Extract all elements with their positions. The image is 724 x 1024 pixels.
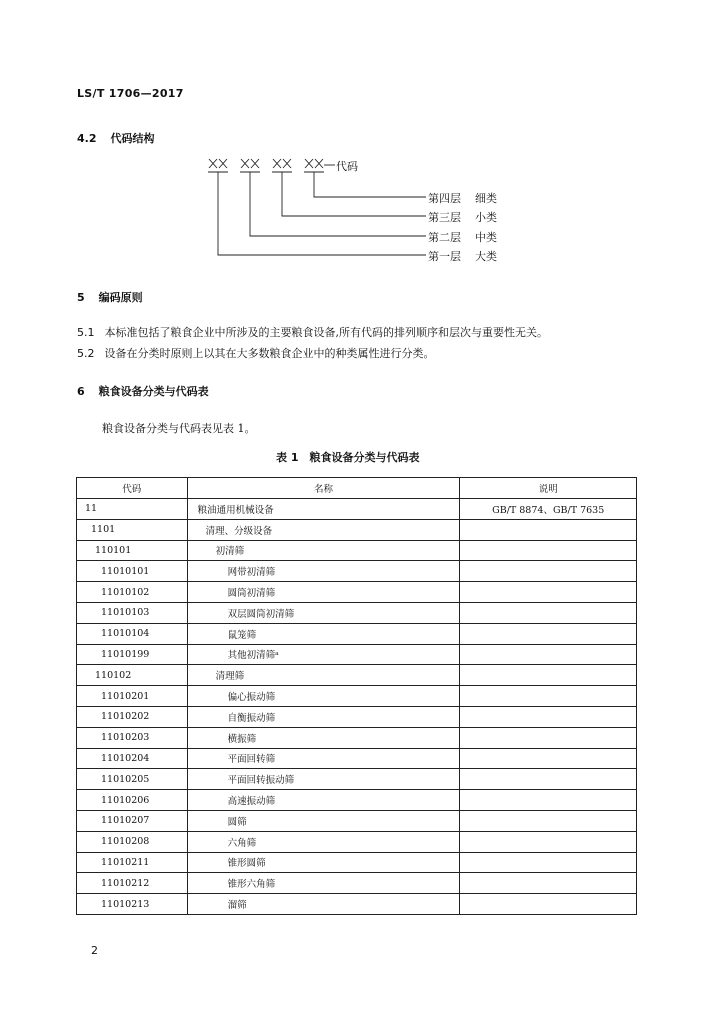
- cell-name: 平面回转筛: [187, 748, 460, 769]
- paragraph-6: 粮食设备分类与代码表见表 1。: [102, 422, 256, 435]
- level-3: 第三层 小类: [428, 211, 497, 224]
- cell-code: 110102: [77, 665, 188, 686]
- cell-code: 1101: [77, 519, 188, 540]
- table-row: [77, 852, 637, 873]
- code-structure-diagram: [0, 0, 724, 280]
- table-row: [77, 790, 637, 811]
- cell-code: 11010206: [77, 790, 188, 811]
- cell-name: 圆筛: [187, 810, 460, 831]
- cell-name: 网带初清筛: [187, 561, 460, 582]
- cell-note: [460, 519, 637, 540]
- cell-name: 清理筛: [187, 665, 460, 686]
- cell-code: 11010201: [77, 686, 188, 707]
- cell-note: [460, 727, 637, 748]
- table-row: [77, 623, 637, 644]
- cell-note: [460, 769, 637, 790]
- cell-code: 11010103: [77, 602, 188, 623]
- cell-note: [460, 561, 637, 582]
- table-row: [77, 582, 637, 603]
- cell-name: 双层圆筒初清筛: [187, 602, 460, 623]
- cell-code: 11010204: [77, 748, 188, 769]
- document-header: LS/T 1706—2017: [77, 87, 184, 100]
- cell-code: 11010101: [77, 561, 188, 582]
- cell-note: [460, 623, 637, 644]
- cell-note: [460, 686, 637, 707]
- header-name: 名称: [187, 478, 460, 499]
- table-row: [77, 561, 637, 582]
- cell-code: 11010104: [77, 623, 188, 644]
- cell-name: 其他初清筛ᵃ: [187, 644, 460, 665]
- table-row: [77, 644, 637, 665]
- cell-code: 11010202: [77, 706, 188, 727]
- section-6-heading: 6 粮食设备分类与代码表: [77, 385, 209, 398]
- cell-note: GB/T 8874、GB/T 7635: [460, 499, 637, 520]
- table-row: [77, 769, 637, 790]
- cell-name: 溜筛: [187, 894, 460, 915]
- cell-code: 11010102: [77, 582, 188, 603]
- cell-name: 横振筛: [187, 727, 460, 748]
- code-pair-2: [240, 159, 260, 172]
- cell-code: 11010199: [77, 644, 188, 665]
- table-row: [77, 727, 637, 748]
- cell-note: [460, 852, 637, 873]
- table-row: [77, 706, 637, 727]
- table-row: [77, 665, 637, 686]
- cell-code: 11010205: [77, 769, 188, 790]
- cell-name: 锥形圆筛: [187, 852, 460, 873]
- code-pair-3: [272, 159, 292, 172]
- cell-name: 偏心振动筛: [187, 686, 460, 707]
- cell-code: 11010208: [77, 831, 188, 852]
- cell-note: [460, 790, 637, 811]
- cell-note: [460, 706, 637, 727]
- page-number: 2: [91, 944, 98, 957]
- cell-name: 粮油通用机械设备: [187, 499, 460, 520]
- cell-name: 六角筛: [187, 831, 460, 852]
- code-label: 代码: [336, 160, 358, 173]
- table-row: [77, 894, 637, 915]
- table-row: [77, 686, 637, 707]
- cell-name: 清理、分级设备: [187, 519, 460, 540]
- cell-note: [460, 894, 637, 915]
- cell-note: [460, 810, 637, 831]
- table-row: [77, 602, 637, 623]
- cell-name: 自衡振动筛: [187, 706, 460, 727]
- cell-code: 11010212: [77, 873, 188, 894]
- cell-note: [460, 602, 637, 623]
- table-row: [77, 873, 637, 894]
- section-number: 4.2: [77, 132, 97, 145]
- level-1: 第一层 大类: [428, 250, 497, 263]
- cell-note: [460, 873, 637, 894]
- paragraph-5-1: 5.1 本标准包括了粮食企业中所涉及的主要粮食设备,所有代码的排列顺序和层次与重要性无关。: [77, 326, 548, 339]
- cell-code: 11010211: [77, 852, 188, 873]
- cell-note: [460, 665, 637, 686]
- cell-code: 11010207: [77, 810, 188, 831]
- level-2: 第二层 中类: [428, 231, 497, 244]
- table-row: [77, 519, 637, 540]
- section-5-heading: 5 编码原则: [77, 291, 143, 304]
- cell-code: 110101: [77, 540, 188, 561]
- cell-name: 圆筒初清筛: [187, 582, 460, 603]
- code-pair-4: [304, 159, 324, 172]
- code-pair-1: [208, 159, 228, 172]
- cell-note: [460, 582, 637, 603]
- table-caption: 表 1 粮食设备分类与代码表: [276, 451, 420, 464]
- table-row: [77, 831, 637, 852]
- header-note: 说明: [460, 478, 637, 499]
- cell-name: 鼠笼筛: [187, 623, 460, 644]
- header-code: 代码: [77, 478, 188, 499]
- cell-code: 11010213: [77, 894, 188, 915]
- cell-name: 初清筛: [187, 540, 460, 561]
- cell-note: [460, 748, 637, 769]
- cell-note: [460, 644, 637, 665]
- cell-name: 高速振动筛: [187, 790, 460, 811]
- table-row: [77, 748, 637, 769]
- paragraph-5-2: 5.2 设备在分类时原则上以其在大多数粮食企业中的种类属性进行分类。: [77, 347, 435, 360]
- section-title: 代码结构: [110, 132, 155, 145]
- cell-note: [460, 540, 637, 561]
- table-row: [77, 810, 637, 831]
- table-row: [77, 499, 637, 520]
- cell-note: [460, 831, 637, 852]
- cell-name: 平面回转振动筛: [187, 769, 460, 790]
- equipment-code-table: [76, 477, 637, 915]
- cell-code: 11: [77, 499, 188, 520]
- table-row: [77, 540, 637, 561]
- cell-name: 锥形六角筛: [187, 873, 460, 894]
- cell-code: 11010203: [77, 727, 188, 748]
- level-4: 第四层 细类: [428, 192, 497, 205]
- table-header-row: [77, 478, 637, 499]
